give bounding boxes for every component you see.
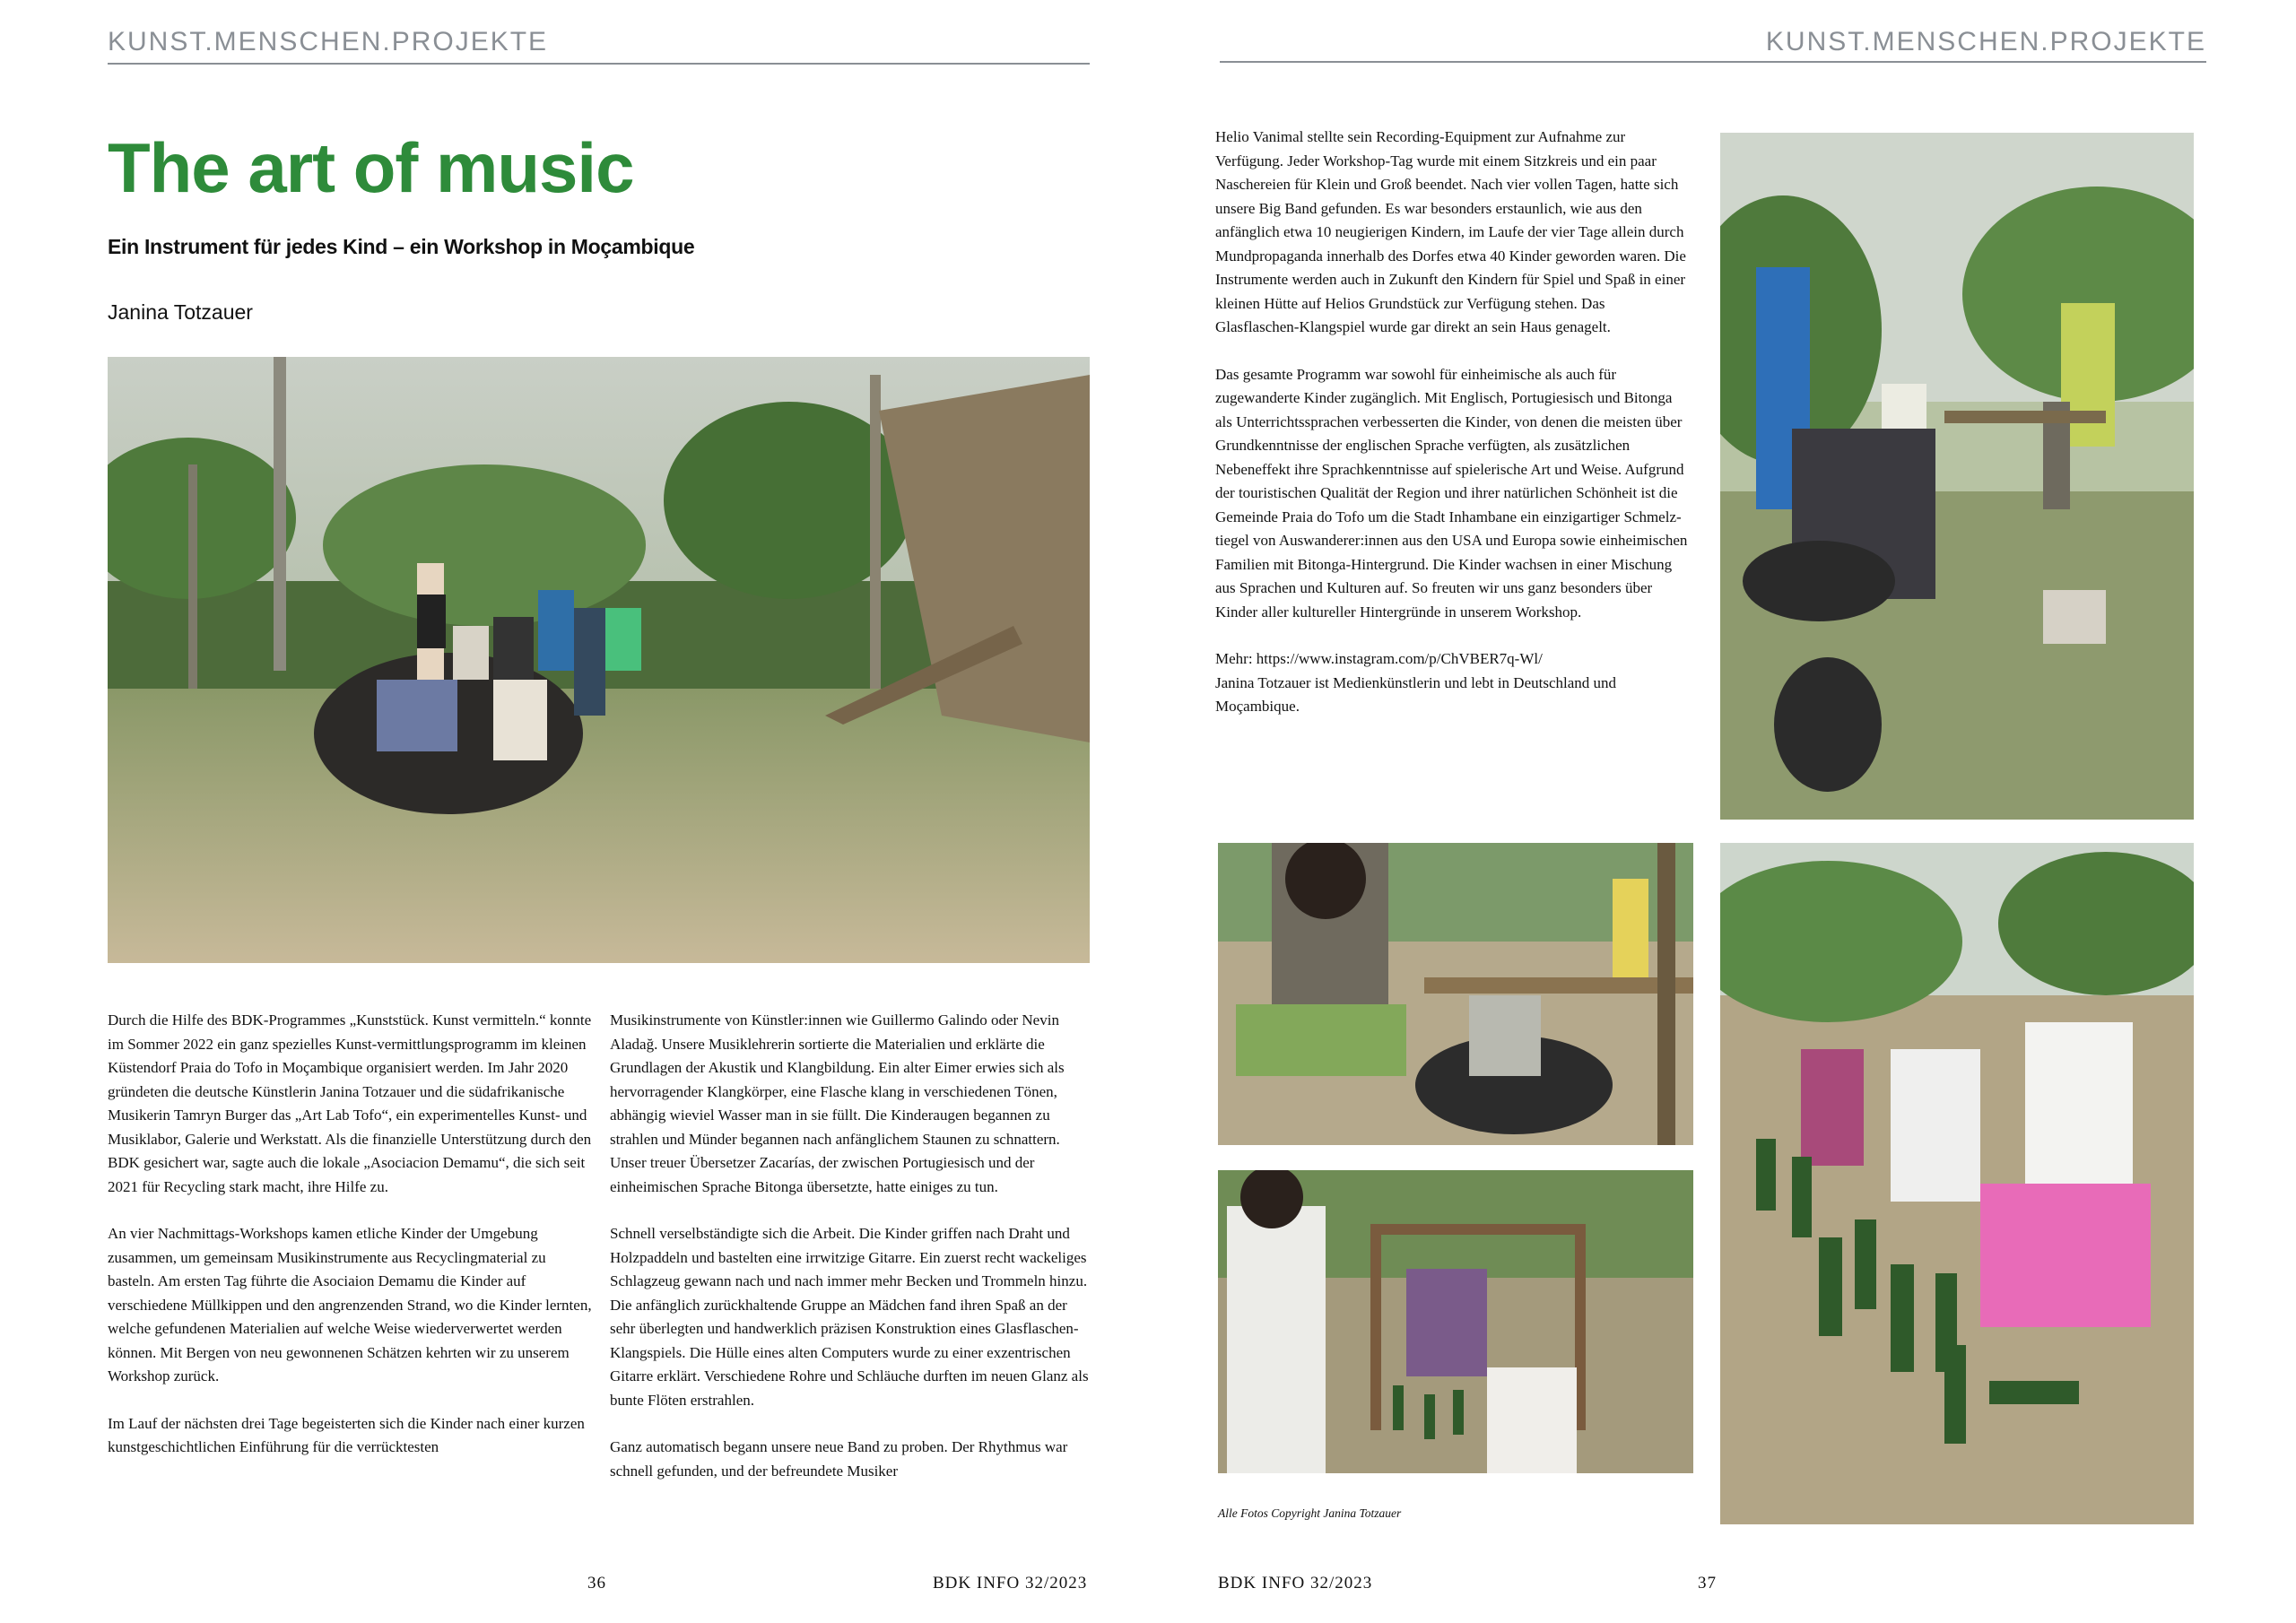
photo-girls-with-bottles (1720, 843, 2194, 1524)
paragraph: Durch die Hilfe des BDK-Programmes „Kunststück. Kunst vermitteln.“ konnte im Sommer 2022 ein ganz spezielles Kunst-vermittlungsprogramm im kleinen Küstendorf Praia do Tofo in Moçambique organisiert werden. Im Jahr 2020 gründeten die deutsche Künstlerin Janina Totzauer und die südafrikanische Musikerin Tamryn Burger das „Art Lab Tofo“, ein experimentelles Kunst- und Musiklabor, Galerie und Werkstatt. Als die finanzielle Unterstützung durch den BDK gesichert war, sagte auch die lokale „Asociacion Demamu“, die sich seit 2021 für Recycling stark macht, ihre Hilfe zu. (108, 1011, 592, 1195)
photo-caption: Alle Fotos Copyright Janina Totzauer (1218, 1506, 1402, 1520)
page-number-left: 36 (587, 1574, 606, 1593)
paragraph: Im Lauf der nächsten drei Tage begeisterten sich die Kinder nach einer kurzen kunstgeschichtlichen Einführung für die verrücktesten (108, 1414, 585, 1455)
group-photo (108, 357, 1090, 963)
section-label-right: KUNST.MENSCHEN.PROJEKTE (1765, 27, 2206, 56)
paragraph: Helio Vanimal stellte sein Recording-Equipment zur Aufnahme zur Verfügung. Jeder Workshop-Tag wurde mit einem Sitzkreis und ein paar Naschereien für Klein und Groß beendet. Nach vier vollen Tagen, hatte sich unsere Big Band gefunden. Es war besonders erstaunlich, wie aus den anfänglich etwa 10 neugierigen Kindern, im Laufe der vier Tage allein durch Mundpropaganda innerhalb des Dorfes etwa 40 Kinder geworden waren. Die Instrumente werden auch in Zukunft den Kindern für Spiel und Spaß in einer kleinen Hütte auf Helios Grundstück zur Verfügung stehen. Das Glasflaschen-Klangspiel wurde gar direkt an sein Haus genagelt. (1215, 128, 1686, 335)
paragraph: Schnell verselbständigte sich die Arbeit. Die Kinder griffen nach Draht und Holzpaddeln und bastelten eine irrwitzige Gitarre. Ein zuerst recht wackeliges Schlagzeug gewann nach und nach immer mehr Becken und Trommeln hinzu. Die anfänglich zurückhaltende Gruppe an Mädchen fand ihren Spaß an der sehr überlegten und handwerklich präzisen Konstruktion eines Glasflaschen-Klangspiels. Die Hülle eines alten Computers wurde zu einer exzentrischen Gitarre erklärt. Verschiedene Rohre und Schläuche durften im neuen Glanz als bunte Flöten erstrahlen. (610, 1225, 1089, 1409)
photo-bottle-chime (1218, 1170, 1693, 1473)
paragraph: Das gesamte Programm war sowohl für einheimische als auch für zugewanderte Kinder zugänglich. Mit Englisch, Portugiesisch und Bitonga als Unterrichtssprachen verbesserten die Kinder, von denen die meisten über Grundkenntnisse der englischen Sprache verfügten, als zusätzlichen Nebeneffekt ihre Sprachkenntnisse auf spielerische Art und Weise. Aufgrund der touristischen Qualität der Region und ihrer natürlichen Schönheit ist die Gemeinde Praia do Tofo um die Stadt Inhambane ein einzigartiger Schmelz-tiegel von Auswanderer:innen aus den USA und Europa sowie einheimischen Familien mit Bitonga-Hintergrund. Die Kinder wachsen in einer Mischung aus Sprachen und Kulturen auf. So freuten wir uns ganz besonders über Kinder aller kultureller Hintergründe in unserem Workshop. (1215, 365, 1688, 621)
photo-instrument-building (1720, 133, 2194, 820)
article-subtitle: Ein Instrument für jedes Kind – ein Workshop in Moçambique (108, 235, 695, 258)
paragraph: An vier Nachmittags-Workshops kamen etliche Kinder der Umgebung zusammen, um gemeinsam Musikinstrumente aus Recyclingmaterial zu basteln. Am ersten Tag führte die Asociaion Demamu die Kinder auf verschiedene Müllkippen und den angrenzenden Strand, wo die Kinder lernten, welche gefundenen Materialien auf welche Weise wiederverwertet werden können. Mit Bergen von neu gewonnenen Schätzen kehrten wir zu unserem Workshop zurück. (108, 1225, 592, 1384)
magazine-footer-right: BDK INFO 32/2023 (1218, 1574, 1373, 1593)
section-label-left: KUNST.MENSCHEN.PROJEKTE (108, 27, 549, 56)
photo-guitar-making (1218, 843, 1693, 1145)
article-title: The art of music (108, 128, 634, 207)
article-column-2 (610, 1009, 1094, 1506)
more-link[interactable]: Mehr: https://www.instagram.com/p/ChVBER7q-Wl/ (1215, 650, 1543, 667)
page-number-right: 37 (1698, 1574, 1717, 1593)
article-author: Janina Totzauer (108, 300, 253, 324)
article-column-1 (108, 1009, 592, 1483)
paragraph: Ganz automatisch begann unsere neue Band zu proben. Der Rhythmus war schnell gefunden, und der befreundete Musiker (610, 1438, 1068, 1480)
author-bio: Janina Totzauer ist Medienkünstlerin und lebt in Deutschland und Moçambique. (1215, 673, 1617, 715)
magazine-footer-left: BDK INFO 32/2023 (933, 1574, 1088, 1593)
article-column-3 (1215, 126, 1691, 742)
header-rule-left (108, 63, 1090, 65)
paragraph: Musikinstrumente von Künstler:innen wie Guillermo Galindo oder Nevin Aladağ. Unsere Musiklehrerin sortierte die Materialien und erklärte die Grundlagen der Akustik und Klangbildung. Ein alter Eimer erwies sich als hervorragender Klangkörper, eine Flasche klang in verschiedenen Tönen, abhängig wieviel Wasser man in sie füllt. Die Kinderaugen begannen zu strahlen und Münder begannen nach anfänglichem Staunen zu schnattern. Unser treuer Übersetzer Zacarías, der zwischen Portugiesisch und der einheimischen Sprache Bitonga übersetzte, hatte einiges zu tun. (610, 1011, 1065, 1195)
header-rule-right (1220, 61, 2206, 63)
